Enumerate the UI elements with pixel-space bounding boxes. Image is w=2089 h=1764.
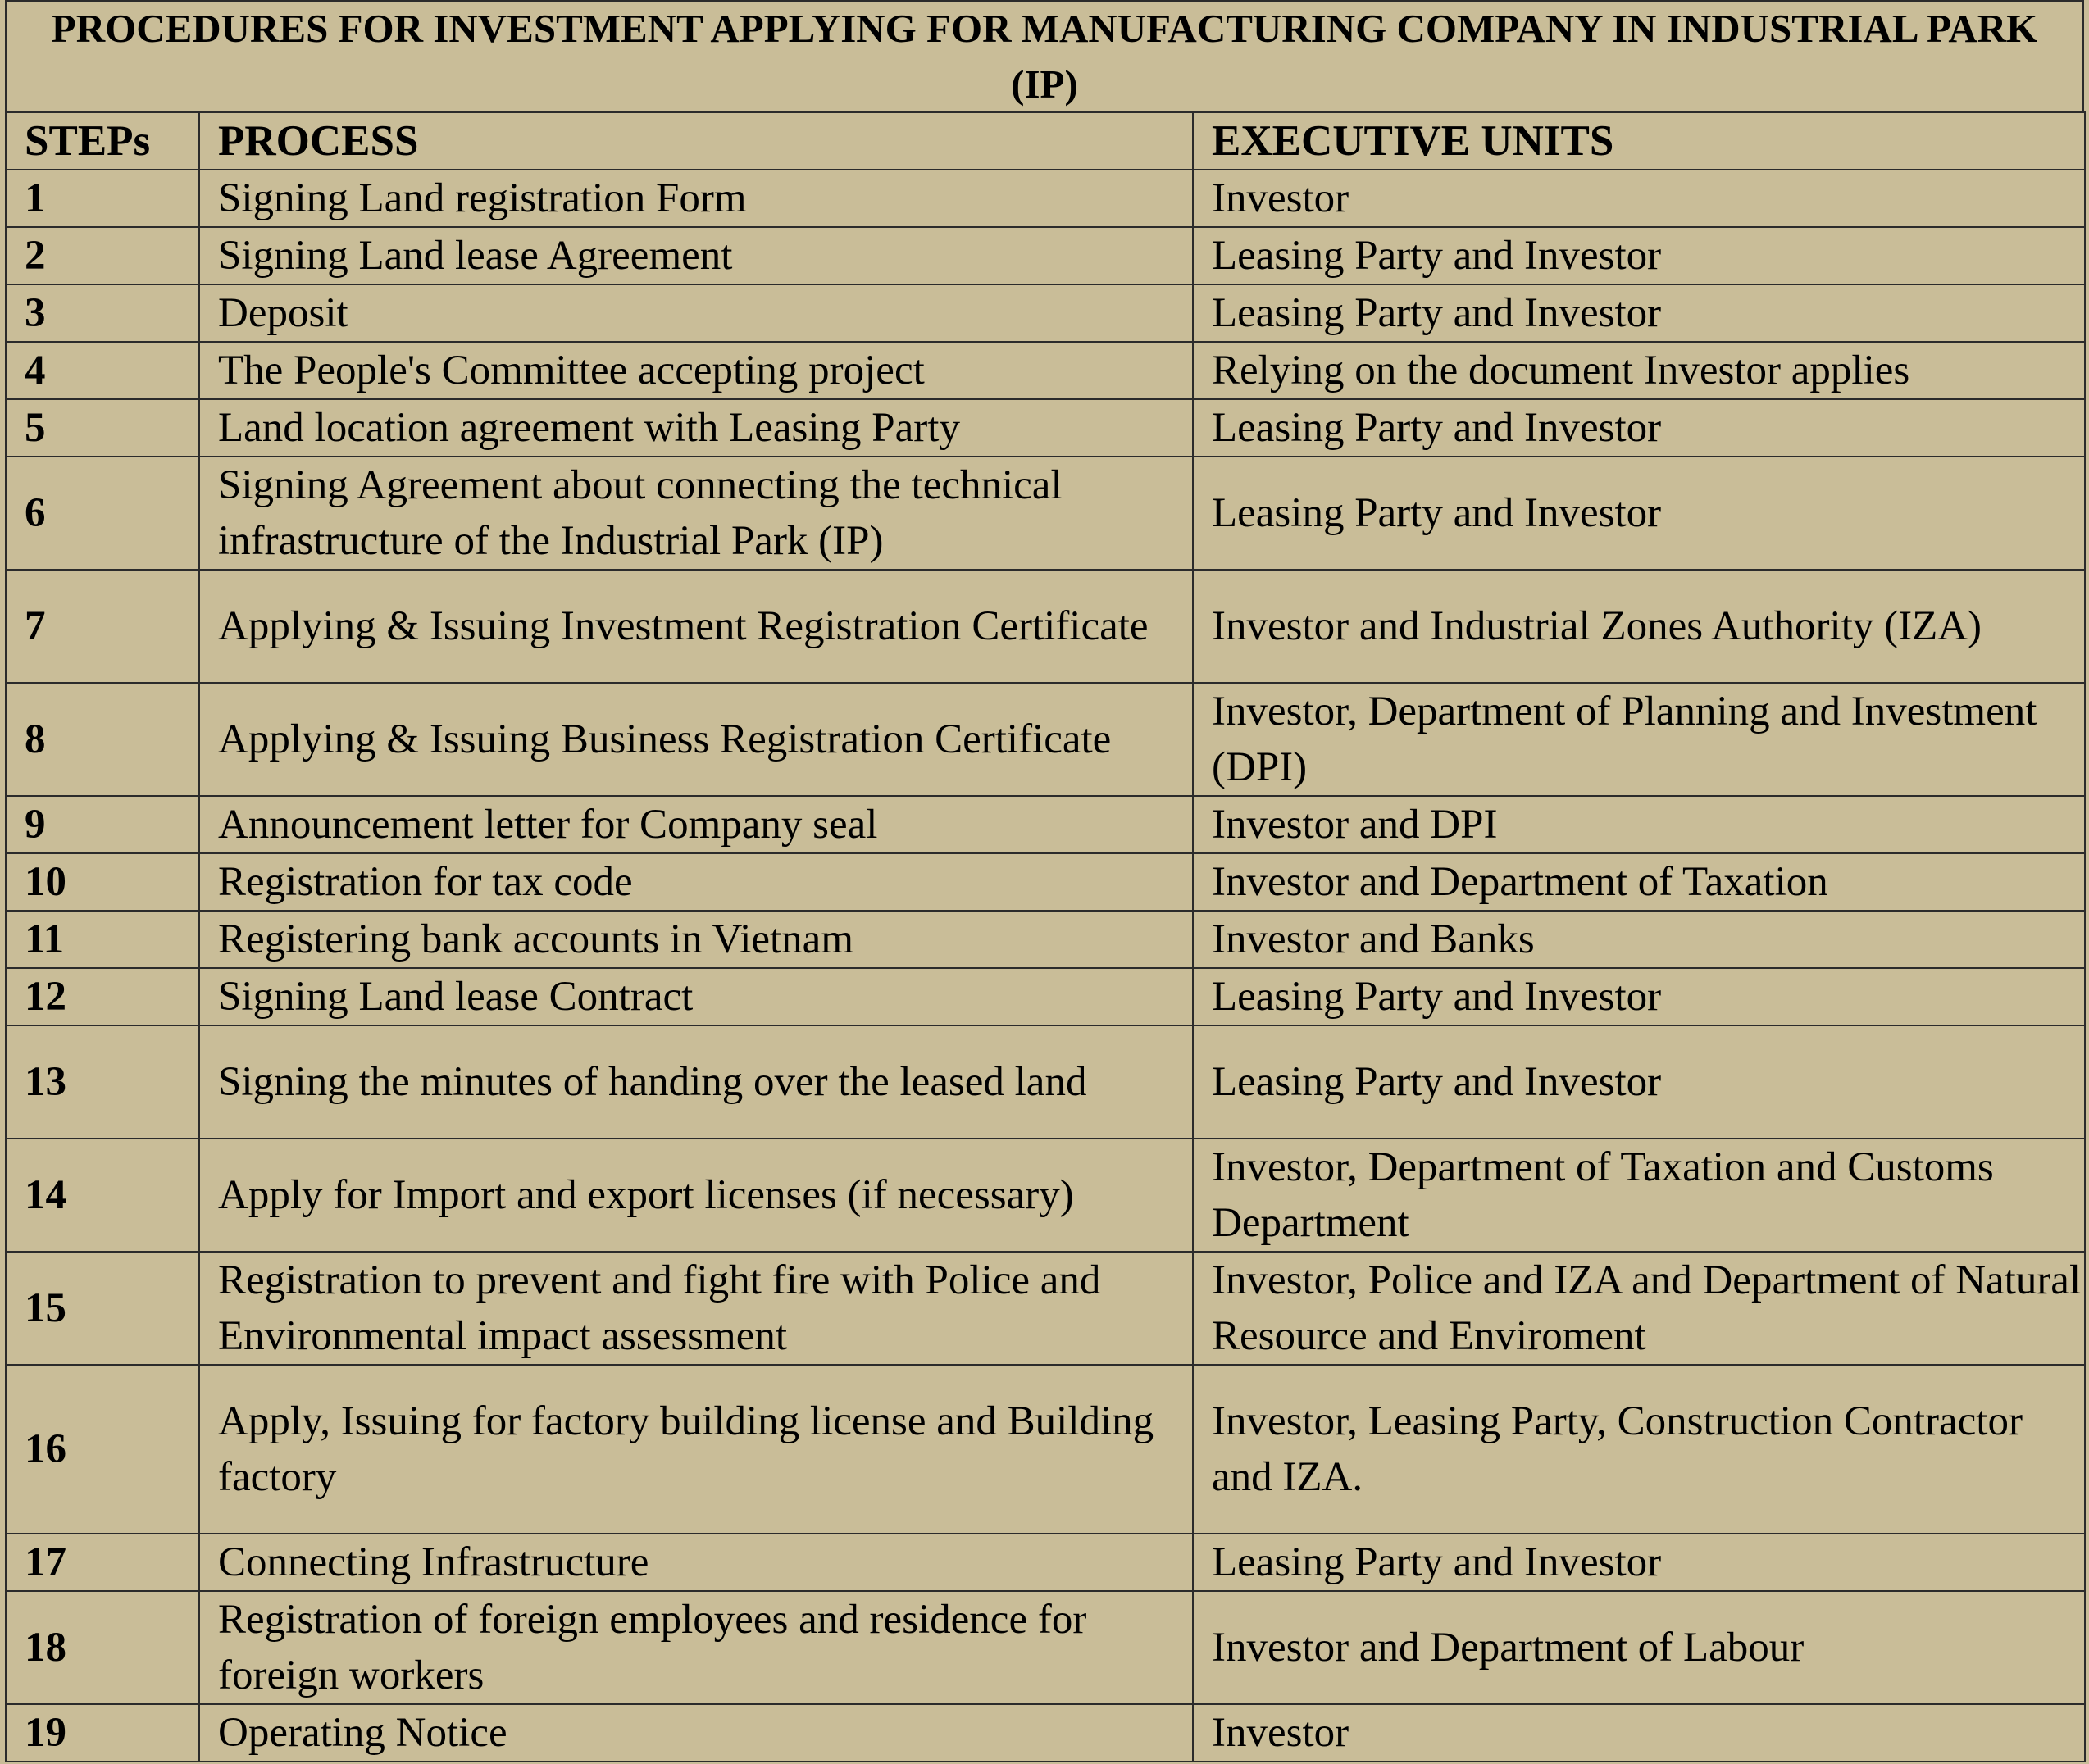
executive-unit-cell: Relying on the document Investor applies xyxy=(1193,342,2085,399)
executive-unit-cell: Leasing Party and Investor xyxy=(1193,227,2085,284)
table-row xyxy=(6,853,2085,911)
table-row xyxy=(6,1139,2085,1252)
process-cell: Signing Agreement about connecting the technical infrastructure of the Industrial Park (IP) xyxy=(199,457,1193,570)
process-cell: Deposit xyxy=(199,284,1193,342)
executive-unit-cell: Investor and Department of Taxation xyxy=(1193,853,2085,911)
step-number: 3 xyxy=(6,284,199,342)
step-number: 7 xyxy=(6,570,199,683)
step-number: 4 xyxy=(6,342,199,399)
executive-unit-cell: Investor, Police and IZA and Department of Natural Resource and Enviroment xyxy=(1193,1252,2085,1365)
process-cell: Connecting Infrastructure xyxy=(199,1534,1193,1591)
process-cell: Apply, Issuing for factory building license and Building factory xyxy=(199,1365,1193,1534)
process-cell: Registration for tax code xyxy=(199,853,1193,911)
procedures-table xyxy=(5,111,2086,1762)
step-number: 5 xyxy=(6,399,199,457)
executive-unit-cell xyxy=(1193,1365,2085,1534)
executive-unit-cell: Leasing Party and Investor xyxy=(1193,457,2085,570)
table-row xyxy=(6,683,2085,796)
executive-unit-cell: Investor, Department of Planning and Investment (DPI) xyxy=(1193,683,2085,796)
step-number: 6 xyxy=(6,457,199,570)
executive-unit-cell: Investor xyxy=(1193,170,2085,227)
header-executive-units: EXECUTIVE UNITS xyxy=(1193,112,2085,170)
table-row xyxy=(6,1704,2085,1762)
process-cell: Signing Land registration Form xyxy=(199,170,1193,227)
executive-unit-cell: Investor, Department of Taxation and Customs Department xyxy=(1193,1139,2085,1252)
step-number: 2 xyxy=(6,227,199,284)
step-number: 18 xyxy=(6,1591,199,1704)
process-cell: The People's Committee accepting project xyxy=(199,342,1193,399)
process-cell: Land location agreement with Leasing Party xyxy=(199,399,1193,457)
executive-unit-line: Investor, Leasing Party, Construction Contractor xyxy=(1212,1398,2023,1444)
table-row xyxy=(6,1365,2085,1534)
table-row xyxy=(6,170,2085,227)
step-number: 11 xyxy=(6,911,199,968)
step-number: 16 xyxy=(6,1365,199,1534)
table-row xyxy=(6,968,2085,1025)
table-row xyxy=(6,342,2085,399)
process-cell: Registering bank accounts in Vietnam xyxy=(199,911,1193,968)
executive-unit-cell: Investor xyxy=(1193,1704,2085,1762)
procedures-document xyxy=(5,0,2084,1756)
process-cell: Registration of foreign employees and residence for foreign workers xyxy=(199,1591,1193,1704)
step-number: 14 xyxy=(6,1139,199,1252)
process-cell: Announcement letter for Company seal xyxy=(199,796,1193,853)
process-cell: Signing Land lease Agreement xyxy=(199,227,1193,284)
header-row xyxy=(6,112,2085,170)
process-cell: Operating Notice xyxy=(199,1704,1193,1762)
executive-unit-cell: Leasing Party and Investor xyxy=(1193,284,2085,342)
step-number: 8 xyxy=(6,683,199,796)
table-row xyxy=(6,399,2085,457)
executive-unit-line: and IZA. xyxy=(1212,1454,1363,1500)
header-process: PROCESS xyxy=(199,112,1193,170)
table-row xyxy=(6,457,2085,570)
document-title: PROCEDURES FOR INVESTMENT APPLYING FOR MANUFACTURING COMPANY IN INDUSTRIAL PARK (IP) xyxy=(5,0,2084,111)
step-number: 15 xyxy=(6,1252,199,1365)
process-cell: Signing Land lease Contract xyxy=(199,968,1193,1025)
header-steps: STEPs xyxy=(6,112,199,170)
executive-unit-cell: Investor and Department of Labour xyxy=(1193,1591,2085,1704)
step-number: 12 xyxy=(6,968,199,1025)
table-row xyxy=(6,1252,2085,1365)
table-row xyxy=(6,284,2085,342)
process-cell: Signing the minutes of handing over the leased land xyxy=(199,1025,1193,1139)
executive-unit-cell: Leasing Party and Investor xyxy=(1193,1025,2085,1139)
executive-unit-cell: Investor and DPI xyxy=(1193,796,2085,853)
executive-unit-cell: Investor and Banks xyxy=(1193,911,2085,968)
step-number: 17 xyxy=(6,1534,199,1591)
table-row xyxy=(6,1591,2085,1704)
step-number: 9 xyxy=(6,796,199,853)
table-row xyxy=(6,1534,2085,1591)
step-number: 19 xyxy=(6,1704,199,1762)
executive-unit-cell: Leasing Party and Investor xyxy=(1193,968,2085,1025)
step-number: 1 xyxy=(6,170,199,227)
step-number: 10 xyxy=(6,853,199,911)
executive-unit-cell: Investor and Industrial Zones Authority (IZA) xyxy=(1193,570,2085,683)
table-row xyxy=(6,570,2085,683)
step-number: 13 xyxy=(6,1025,199,1139)
process-cell: Applying & Issuing Investment Registration Certificate xyxy=(199,570,1193,683)
process-cell: Apply for Import and export licenses (if necessary) xyxy=(199,1139,1193,1252)
table-row xyxy=(6,1025,2085,1139)
process-cell: Registration to prevent and fight fire with Police and Environmental impact assessment xyxy=(199,1252,1193,1365)
executive-unit-cell: Leasing Party and Investor xyxy=(1193,399,2085,457)
table-row xyxy=(6,911,2085,968)
process-cell: Applying & Issuing Business Registration Certificate xyxy=(199,683,1193,796)
executive-unit-cell: Leasing Party and Investor xyxy=(1193,1534,2085,1591)
table-row xyxy=(6,227,2085,284)
table-row xyxy=(6,796,2085,853)
